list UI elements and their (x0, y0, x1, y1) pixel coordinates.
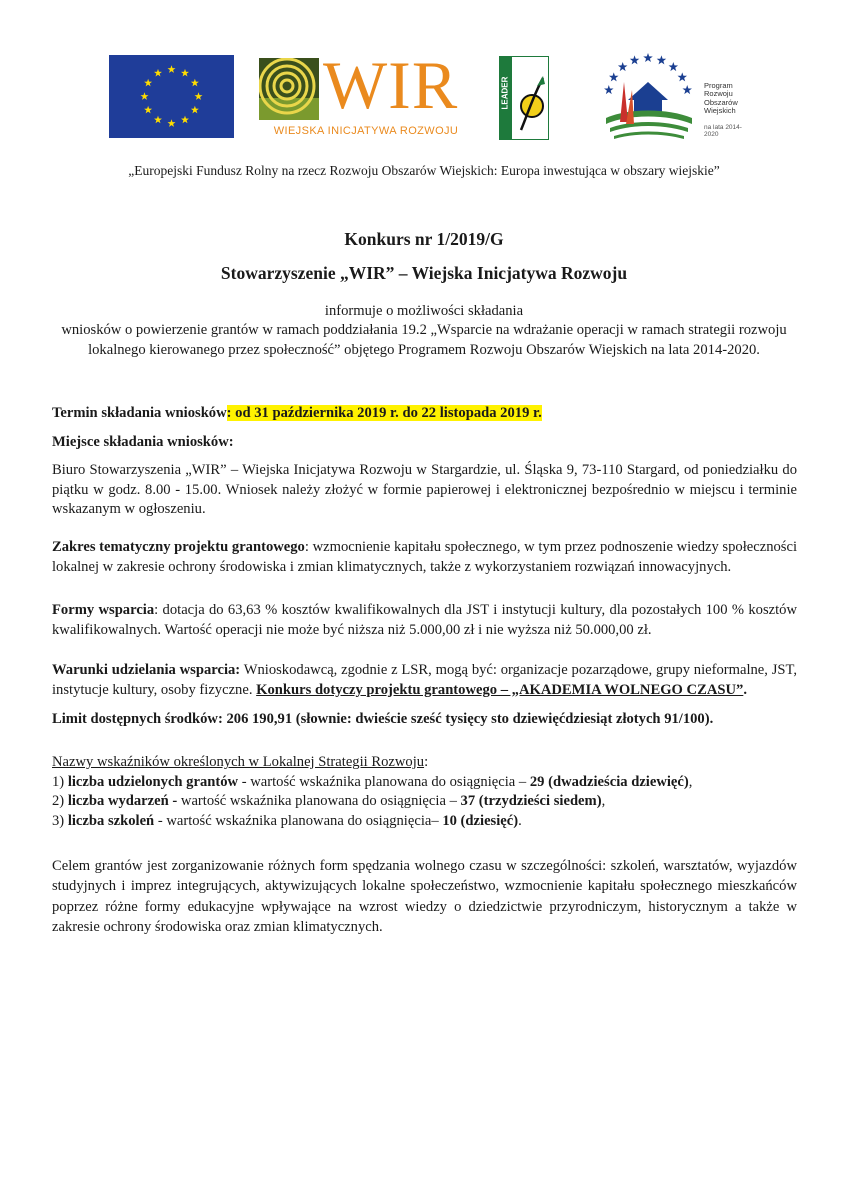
intro-rest: wniosków o powierzenie grantów w ramach poddziałania 19.2 „Wsparcie na wdrażanie operacji w ramach strategii rozwoju lokalnego kierowanego przez społeczność” objętego Programem Rozwoju Obszarów Wiejskich na lata 2014-2020. (61, 322, 787, 358)
indicator-mid: wartość wskaźnika planowana do osiągnięcia – (177, 793, 461, 810)
indicator-end: . (518, 812, 522, 829)
prow-years: na lata 2014-2020 (704, 124, 742, 138)
prow-line: Program (704, 81, 733, 90)
indicator-item (52, 792, 797, 812)
intro-paragraph (52, 302, 796, 360)
warunki-label: Warunki udzielania wsparcia: (52, 662, 241, 679)
termin-label: Termin składania wniosków (52, 405, 227, 421)
limit-paragraph (52, 710, 797, 730)
indicator-name: liczba wydarzeń - (67, 793, 178, 810)
wir-spiral-icon (259, 58, 319, 120)
indicator-end: , (601, 793, 606, 810)
prow-star-icon (669, 62, 679, 71)
prow-star-icon (643, 53, 653, 62)
intro-line1: informuje o możliwości składania (324, 303, 524, 319)
formy-text: : dotacja do 63,63 % kosztów kwalifikowalnych dla JST i instytucji kultury, dla pozostałych 100 % kosztów kwalifikowalnych. Wartość operacji nie może być niższa niż 5.000,00 zł i nie wyższa niż 50.000,00 zł. (52, 602, 797, 638)
prow-logo (598, 52, 748, 142)
prow-star-icon (657, 55, 667, 64)
organization-title: Stowarzyszenie „WIR” – Wiejska Inicjatywa Rozwoju (220, 263, 628, 283)
prow-line: Rozwoju (704, 89, 733, 99)
formy-label: Formy wsparcia (52, 602, 155, 619)
prow-logo-text (704, 82, 738, 115)
wir-logo-text: WIR (323, 47, 459, 123)
miejsce-label (52, 433, 797, 453)
indicator-num: 2) (52, 793, 68, 810)
wskazniki-heading (52, 753, 797, 773)
indicator-end: , (688, 773, 693, 790)
indicator-value: 29 (dwadzieścia dziewięć) (529, 773, 689, 790)
termin-value: : od 31 października 2019 r. do 22 listopada 2019 r. (226, 405, 542, 421)
tagline: „Europejski Fundusz Rolny na rzecz Rozwoju Obszarów Wiejskich: Europa inwestująca w obszary wiejskie” (128, 163, 720, 178)
wskazniki-heading-text: Nazwy wskaźników określonych w Lokalnej Strategii Rozwoju (52, 754, 425, 771)
zakres-text: : wzmocnienie kapitału społecznego, w tym przez podnoszenie wiedzy społeczności lokalnej w zakresie ochrony środowiska i zmian klimatycznych, także z wykorzystaniem rozwiązań innowacyjnych. (52, 538, 797, 575)
announcement-body (52, 404, 797, 938)
warunki-paragraph (52, 661, 797, 700)
leader-logo (499, 56, 549, 140)
indicator-value: 37 (trzydzieści siedem) (460, 793, 602, 810)
prow-star-icon (604, 85, 614, 94)
prow-line: Obszarów (704, 97, 738, 107)
termin-line (52, 404, 797, 424)
formy-paragraph (52, 601, 797, 640)
leader-logo-text: LEADER (500, 76, 510, 110)
wir-logo-subtitle: WIEJSKA INICJATYWA ROZWOJU (273, 125, 459, 137)
indicator-num: 1) (52, 773, 68, 790)
indicator-mid: - wartość wskaźnika planowana do osiągnięcia– (154, 812, 443, 829)
prow-line: Wiejskich (704, 105, 736, 115)
warunki-text: Wnioskodawcą, zgodnie z LSR, mogą być: organizacje pozarządowe, grupy nieformalne, JST, instytucje kultury, osoby fizyczne. (52, 662, 798, 698)
warunki-end: . (743, 681, 747, 698)
celem-paragraph: Celem grantów jest zorganizowanie różnych form spędzania wolnego czasu w szczególności: szkoleń, warsztatów, wyjazdów studyjnych i imprez integrujących, aktywizujących lokalne społeczeństwo, wzmocnienie kapitału społecznego mieszkańców poprzez różne formy edukacyjne wpływające na wzrost wiedzy o dziedzictwie przyrodniczym, historycznym a także w zakresie ochrony środowiska oraz zmian klimatycznych. (52, 857, 797, 936)
wskazniki-heading-end: : (424, 754, 429, 771)
indicator-num: 3) (52, 812, 68, 829)
indicator-name: liczba udzielonych grantów (67, 773, 239, 790)
indicator-name: liczba szkoleń (67, 812, 155, 829)
indicator-item (52, 812, 797, 832)
prow-star-icon (609, 72, 619, 81)
prow-star-icon (682, 85, 692, 94)
zakres-paragraph (52, 538, 797, 577)
miejsce-label-text: Miejsce składania wniosków: (52, 433, 234, 450)
prow-star-icon (678, 72, 688, 81)
indicator-item (52, 773, 797, 793)
eu-flag-logo (109, 55, 234, 138)
logo-bar (0, 47, 848, 144)
konkurs-project-name: Konkurs dotyczy projektu grantowego – „AKADEMIA WOLNEGO CZASU” (256, 681, 744, 698)
wir-logo (259, 47, 473, 140)
prow-star-icon (618, 62, 628, 71)
prow-star-icon (630, 55, 640, 64)
contest-title: Konkurs nr 1/2019/G (344, 229, 504, 249)
indicator-value: 10 (dziesięć) (442, 812, 519, 829)
prow-emblem-icon (598, 52, 698, 142)
limit-text: Limit dostępnych środków: 206 190,91 (słownie: dwieście sześć tysięcy sto dziewięćdziesiąt złotych 91/100). (52, 710, 714, 727)
indicator-mid: - wartość wskaźnika planowana do osiągnięcia – (238, 773, 530, 790)
zakres-label: Zakres tematyczny projektu grantowego (52, 538, 305, 555)
miejsce-text: Biuro Stowarzyszenia „WIR” – Wiejska Inicjatywa Rozwoju w Stargardzie, ul. Śląska 9, 73-110 Stargard, od poniedziałku do piątku w godz. 8.00 - 15.00. Wniosek należy złożyć w formie papierowej i elektronicznej bezpośrednio w miejscu i terminie wskazanym w ogłoszeniu. (52, 462, 797, 518)
